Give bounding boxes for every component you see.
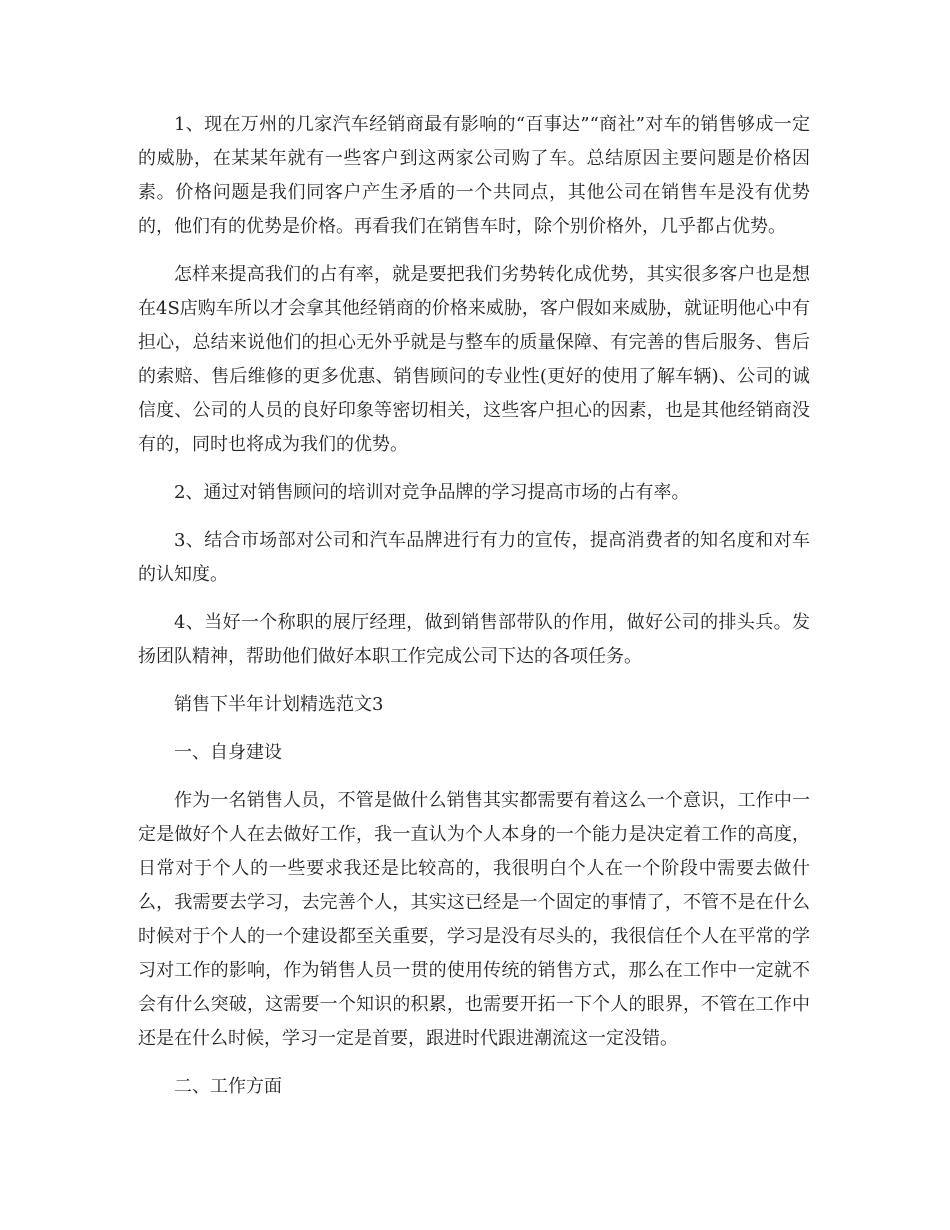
paragraph-competition: 1、现在万州的几家汽车经销商最有影响的“百事达”“商社”对车的销售够成一定的威胁，在某某年就有一些客户到这两家公司购了车。总结原因主要问题是价格因素。价格问题是我们同客户产生矛盾的一个共同点，其他公司在销售车是没有优势的，他们有的优势是价格。再看我们在销售车时，除个别价格外，几乎都占优势。 <box>138 114 810 237</box>
section-heading-self-development: 一、自身建设 <box>174 742 282 763</box>
paragraph-promotion: 3、结合市场部对公司和汽车品牌进行有力的宣传，提高消费者的知名度和对车的认知度。 <box>138 530 810 585</box>
paragraph-showroom-manager: 4、当好一个称职的展厅经理，做到销售部带队的作用，做好公司的排头兵。发扬团队精神，帮助他们做好本职工作完成公司下达的各项任务。 <box>138 612 810 667</box>
document-body <box>138 108 810 1118</box>
paragraph-market-share: 怎样来提高我们的占有率，就是要把我们劣势转化成优势，其实很多客户也是想在4S店购车所以才会拿其他经销商的价格来威胁，客户假如来威胁，就证明他心中有担心，总结来说他们的担心无外乎就是与整车的质量保障、有完善的售后服务、售后的索赔、售后维修的更多优惠、销售顾问的专业性(更好的使用了解车辆)、公司的诚信度、公司的人员的良好印象等密切相关，这些客户担心的因素，也是其他经销商没有的，同时也将成为我们的优势。 <box>138 264 810 455</box>
section-title: 销售下半年计划精选范文3 <box>174 694 384 715</box>
paragraph-training: 2、通过对销售顾问的培训对竞争品牌的学习提高市场的占有率。 <box>174 482 690 503</box>
paragraph-self-development: 作为一名销售人员，不管是做什么销售其实都需要有着这么一个意识，工作中一定是做好个人在去做好工作，我一直认为个人本身的一个能力是决定着工作的高度，日常对于个人的一些要求我还是比较高的，我很明白个人在一个阶段中需要去做什么，我需要去学习，去完善个人，其实这已经是一个固定的事情了，不管不是在什么时候对于个人的一个建设都至关重要，学习是没有尽头的，我很信任个人在平常的学习对工作的影响，作为销售人员一贯的使用传统的销售方式，那么在工作中一定就不会有什么突破，这需要一个知识的积累，也需要开拓一下个人的眼界，不管在工作中还是在什么时候，学习一定是首要，跟进时代跟进潮流这一定没错。 <box>138 790 810 1049</box>
section-heading-work: 二、工作方面 <box>174 1076 282 1097</box>
